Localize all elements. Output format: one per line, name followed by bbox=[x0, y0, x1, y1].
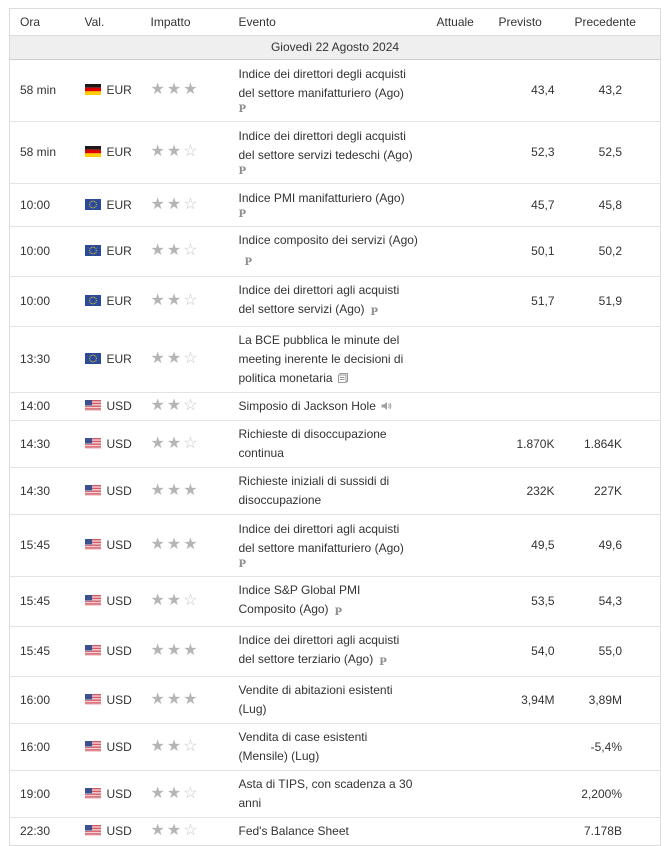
star-filled-icon: ★ bbox=[166, 195, 182, 213]
event-cell[interactable] bbox=[239, 327, 427, 393]
previous-value: 2,200% bbox=[555, 771, 661, 818]
star-filled-icon: ★ bbox=[166, 143, 182, 160]
event-name[interactable]: Vendite di abitazioni esistenti (Lug) bbox=[238, 683, 393, 716]
currency-code: USD bbox=[106, 644, 132, 658]
event-time: 14:30 bbox=[10, 468, 85, 515]
impact-stars bbox=[151, 677, 239, 724]
currency-code: EUR bbox=[106, 83, 132, 97]
forecast-value: 43,4 bbox=[489, 60, 555, 122]
previous-value: 7.178B bbox=[555, 818, 661, 846]
event-cell[interactable] bbox=[239, 277, 427, 327]
event-cell[interactable] bbox=[239, 677, 427, 724]
currency-cell bbox=[85, 421, 151, 468]
star-filled-icon: ★ bbox=[150, 81, 165, 98]
previous-value: 51,9 bbox=[555, 277, 661, 327]
impact-stars bbox=[151, 468, 239, 515]
eurozone-flag-icon bbox=[85, 199, 101, 210]
impact-stars bbox=[151, 818, 239, 846]
impact-stars bbox=[151, 771, 239, 818]
star-empty-icon: ☆ bbox=[183, 822, 198, 839]
preliminary-badge: P bbox=[334, 607, 343, 618]
currency-cell bbox=[85, 677, 151, 724]
header-actual: Attuale bbox=[427, 9, 489, 36]
previous-value bbox=[555, 393, 661, 421]
germany-flag-icon bbox=[85, 146, 101, 157]
currency-cell bbox=[85, 771, 151, 818]
event-cell[interactable] bbox=[239, 184, 427, 227]
impact-stars bbox=[151, 60, 239, 122]
currency-code: USD bbox=[106, 692, 132, 707]
forecast-value: 3,94M bbox=[489, 677, 555, 724]
star-filled-icon: ★ bbox=[183, 690, 198, 708]
event-cell[interactable] bbox=[239, 60, 427, 122]
star-filled-icon: ★ bbox=[166, 642, 182, 659]
star-filled-icon: ★ bbox=[150, 481, 165, 499]
star-filled-icon: ★ bbox=[166, 737, 182, 755]
economic-calendar-table bbox=[9, 8, 661, 846]
previous-value: 3,89M bbox=[555, 677, 661, 724]
star-empty-icon: ☆ bbox=[183, 143, 198, 160]
event-cell[interactable] bbox=[239, 818, 427, 846]
forecast-value bbox=[489, 724, 555, 771]
actual-value bbox=[427, 393, 489, 421]
currency-cell bbox=[85, 60, 151, 122]
star-filled-icon: ★ bbox=[150, 350, 165, 367]
date-label: Giovedì 22 Agosto 2024 bbox=[10, 36, 661, 60]
currency-cell bbox=[85, 724, 151, 771]
header-time: Ora bbox=[10, 9, 85, 36]
event-cell[interactable] bbox=[239, 122, 427, 184]
table-row[interactable] bbox=[10, 515, 661, 577]
currency-code: USD bbox=[106, 483, 132, 498]
previous-value: 55,0 bbox=[555, 627, 661, 677]
event-time: 16:00 bbox=[10, 724, 85, 771]
forecast-value: 1.870K bbox=[489, 421, 555, 468]
star-empty-icon: ☆ bbox=[183, 397, 198, 414]
star-filled-icon: ★ bbox=[150, 737, 165, 755]
united-states-flag-icon bbox=[85, 825, 101, 836]
header-previous: Precedente bbox=[555, 9, 661, 36]
star-empty-icon: ☆ bbox=[183, 737, 198, 755]
forecast-value bbox=[489, 771, 555, 818]
event-time: 13:30 bbox=[10, 327, 85, 393]
actual-value bbox=[427, 627, 489, 677]
table-row[interactable] bbox=[10, 393, 661, 421]
star-filled-icon: ★ bbox=[150, 690, 165, 708]
currency-cell bbox=[85, 393, 151, 421]
forecast-value: 51,7 bbox=[489, 277, 555, 327]
star-filled-icon: ★ bbox=[150, 822, 165, 839]
event-time: 15:45 bbox=[10, 627, 85, 677]
currency-code: USD bbox=[106, 436, 132, 451]
event-name[interactable]: Indice composito dei servizi (Ago) bbox=[238, 233, 418, 247]
event-name[interactable]: Indice PMI manifatturiero (Ago) bbox=[238, 190, 405, 205]
header-row bbox=[10, 9, 661, 36]
currency-code: USD bbox=[106, 786, 132, 801]
event-name[interactable]: La BCE pubblica le minute del meeting inerente le decisioni di politica monetaria bbox=[238, 333, 404, 385]
currency-cell bbox=[85, 577, 151, 627]
star-filled-icon: ★ bbox=[166, 536, 182, 553]
currency-cell bbox=[85, 468, 151, 515]
preliminary-badge: P bbox=[370, 307, 379, 318]
event-name[interactable]: Vendita di case esistenti (Mensile) (Lug) bbox=[238, 730, 368, 763]
table-row[interactable] bbox=[10, 327, 661, 393]
eurozone-flag-icon bbox=[85, 353, 101, 364]
impact-stars bbox=[151, 184, 239, 227]
currency-code: USD bbox=[106, 739, 132, 754]
table-row[interactable] bbox=[10, 184, 661, 227]
event-name[interactable]: Simposio di Jackson Hole bbox=[238, 399, 376, 413]
table-row[interactable] bbox=[10, 627, 661, 677]
table-row[interactable] bbox=[10, 771, 661, 818]
previous-value: 1.864K bbox=[555, 421, 661, 468]
event-name[interactable]: Indice dei direttori agli acquisti del settore manifatturiero (Ago) bbox=[238, 521, 404, 555]
star-empty-icon: ☆ bbox=[183, 784, 198, 802]
previous-value: 43,2 bbox=[555, 60, 661, 122]
preliminary-badge: P bbox=[238, 208, 247, 220]
table-row[interactable] bbox=[10, 818, 661, 846]
star-filled-icon: ★ bbox=[166, 481, 182, 499]
preliminary-badge: P bbox=[244, 257, 253, 268]
currency-cell bbox=[85, 122, 151, 184]
star-filled-icon: ★ bbox=[166, 784, 182, 802]
previous-value: 54,3 bbox=[555, 577, 661, 627]
actual-value bbox=[427, 227, 489, 277]
header-currency: Val. bbox=[85, 9, 151, 36]
event-name[interactable]: Richieste di disoccupazione continua bbox=[238, 427, 387, 460]
star-filled-icon: ★ bbox=[150, 434, 165, 452]
forecast-value: 45,7 bbox=[489, 184, 555, 227]
star-empty-icon: ☆ bbox=[183, 592, 198, 609]
star-filled-icon: ★ bbox=[166, 397, 182, 414]
event-time: 58 min bbox=[10, 60, 85, 122]
event-name[interactable]: Fed's Balance Sheet bbox=[238, 824, 349, 838]
event-cell[interactable] bbox=[239, 515, 427, 577]
star-filled-icon: ★ bbox=[183, 536, 198, 553]
header-event: Evento bbox=[239, 9, 427, 36]
impact-stars bbox=[151, 515, 239, 577]
event-name[interactable]: Indice dei direttori agli acquisti del settore servizi (Ago) bbox=[238, 283, 400, 316]
event-time: 15:45 bbox=[10, 515, 85, 577]
event-time: 14:30 bbox=[10, 421, 85, 468]
forecast-value: 53,5 bbox=[489, 577, 555, 627]
star-empty-icon: ☆ bbox=[183, 350, 198, 367]
event-time: 10:00 bbox=[10, 227, 85, 277]
actual-value bbox=[427, 771, 489, 818]
event-cell[interactable] bbox=[239, 724, 427, 771]
star-filled-icon: ★ bbox=[150, 592, 165, 609]
united-states-flag-icon bbox=[85, 438, 101, 449]
preliminary-badge: P bbox=[238, 558, 247, 570]
star-filled-icon: ★ bbox=[150, 397, 165, 414]
event-time: 10:00 bbox=[10, 277, 85, 327]
header-impact: Impatto bbox=[151, 9, 239, 36]
forecast-value: 232K bbox=[489, 468, 555, 515]
actual-value bbox=[427, 818, 489, 846]
table-row[interactable] bbox=[10, 577, 661, 627]
star-empty-icon: ☆ bbox=[183, 242, 198, 259]
actual-value bbox=[427, 468, 489, 515]
united-states-flag-icon bbox=[85, 694, 101, 705]
currency-code: EUR bbox=[106, 244, 132, 258]
actual-value bbox=[427, 122, 489, 184]
table-row[interactable] bbox=[10, 421, 661, 468]
event-cell[interactable] bbox=[239, 393, 427, 421]
previous-value: 50,2 bbox=[555, 227, 661, 277]
document-icon[interactable] bbox=[338, 370, 348, 380]
currency-code: EUR bbox=[106, 294, 132, 308]
event-time: 16:00 bbox=[10, 677, 85, 724]
star-filled-icon: ★ bbox=[183, 481, 198, 499]
impact-stars bbox=[151, 627, 239, 677]
forecast-value: 54,0 bbox=[489, 627, 555, 677]
event-cell[interactable] bbox=[239, 577, 427, 627]
previous-value: 49,6 bbox=[555, 515, 661, 577]
united-states-flag-icon bbox=[85, 645, 101, 656]
united-states-flag-icon bbox=[85, 400, 101, 411]
event-time: 58 min bbox=[10, 122, 85, 184]
table-row[interactable] bbox=[10, 227, 661, 277]
currency-code: EUR bbox=[106, 197, 132, 212]
star-filled-icon: ★ bbox=[166, 350, 182, 367]
eurozone-flag-icon bbox=[85, 245, 101, 256]
star-filled-icon: ★ bbox=[150, 195, 165, 213]
star-empty-icon: ☆ bbox=[183, 434, 198, 452]
event-time: 15:45 bbox=[10, 577, 85, 627]
event-cell[interactable] bbox=[239, 227, 427, 277]
event-time: 14:00 bbox=[10, 393, 85, 421]
event-name[interactable]: Indice dei direttori degli acquisti del settore servizi tedeschi (Ago) bbox=[238, 128, 413, 162]
event-cell[interactable] bbox=[239, 627, 427, 677]
event-name[interactable]: Asta di TIPS, con scadenza a 30 anni bbox=[238, 777, 413, 810]
actual-value bbox=[427, 277, 489, 327]
impact-stars bbox=[151, 327, 239, 393]
currency-code: USD bbox=[106, 824, 132, 838]
star-filled-icon: ★ bbox=[166, 592, 182, 609]
actual-value bbox=[427, 327, 489, 393]
star-filled-icon: ★ bbox=[166, 690, 182, 708]
united-states-flag-icon bbox=[85, 485, 101, 496]
star-filled-icon: ★ bbox=[166, 81, 182, 98]
actual-value bbox=[427, 724, 489, 771]
currency-code: USD bbox=[106, 399, 132, 413]
currency-cell bbox=[85, 818, 151, 846]
speaker-icon[interactable] bbox=[381, 398, 392, 408]
event-time: 22:30 bbox=[10, 818, 85, 846]
germany-flag-icon bbox=[85, 84, 101, 95]
date-row bbox=[10, 36, 661, 60]
table-row[interactable] bbox=[10, 468, 661, 515]
previous-value: 52,5 bbox=[555, 122, 661, 184]
event-name[interactable]: Indice dei direttori degli acquisti del settore manifatturiero (Ago) bbox=[238, 66, 406, 100]
currency-code: USD bbox=[106, 538, 132, 552]
star-filled-icon: ★ bbox=[150, 242, 165, 259]
event-cell[interactable] bbox=[239, 421, 427, 468]
event-cell[interactable] bbox=[239, 771, 427, 818]
united-states-flag-icon bbox=[85, 595, 101, 606]
star-filled-icon: ★ bbox=[150, 292, 165, 309]
currency-code: EUR bbox=[106, 145, 132, 159]
currency-cell bbox=[85, 277, 151, 327]
impact-stars bbox=[151, 393, 239, 421]
preliminary-badge: P bbox=[238, 103, 247, 115]
star-filled-icon: ★ bbox=[150, 143, 165, 160]
actual-value bbox=[427, 677, 489, 724]
previous-value: 45,8 bbox=[555, 184, 661, 227]
preliminary-badge: P bbox=[238, 165, 247, 177]
table-row[interactable] bbox=[10, 60, 661, 122]
previous-value: -5,4% bbox=[555, 724, 661, 771]
star-filled-icon: ★ bbox=[150, 536, 165, 553]
star-filled-icon: ★ bbox=[166, 434, 182, 452]
previous-value bbox=[555, 327, 661, 393]
event-name[interactable]: Indice S&P Global PMI Composito (Ago) bbox=[238, 583, 361, 616]
impact-stars bbox=[151, 724, 239, 771]
actual-value bbox=[427, 577, 489, 627]
currency-cell bbox=[85, 327, 151, 393]
star-empty-icon: ☆ bbox=[183, 292, 198, 309]
table-row[interactable] bbox=[10, 277, 661, 327]
table-row[interactable] bbox=[10, 724, 661, 771]
actual-value bbox=[427, 184, 489, 227]
currency-cell bbox=[85, 515, 151, 577]
event-name[interactable]: Indice dei direttori agli acquisti del settore terziario (Ago) bbox=[238, 633, 400, 666]
currency-cell bbox=[85, 627, 151, 677]
previous-value: 227K bbox=[555, 468, 661, 515]
forecast-value bbox=[489, 393, 555, 421]
star-filled-icon: ★ bbox=[183, 81, 198, 98]
preliminary-badge: P bbox=[379, 657, 387, 668]
impact-stars bbox=[151, 421, 239, 468]
forecast-value: 49,5 bbox=[489, 515, 555, 577]
event-time: 10:00 bbox=[10, 184, 85, 227]
event-cell[interactable] bbox=[239, 468, 427, 515]
header-forecast: Previsto bbox=[489, 9, 555, 36]
star-filled-icon: ★ bbox=[150, 784, 165, 802]
eurozone-flag-icon bbox=[85, 295, 101, 306]
impact-stars bbox=[151, 577, 239, 627]
currency-cell bbox=[85, 227, 151, 277]
star-empty-icon: ☆ bbox=[183, 195, 198, 213]
impact-stars bbox=[151, 227, 239, 277]
forecast-value bbox=[489, 327, 555, 393]
united-states-flag-icon bbox=[85, 741, 101, 752]
currency-code: EUR bbox=[106, 352, 132, 366]
impact-stars bbox=[151, 277, 239, 327]
forecast-value: 50,1 bbox=[489, 227, 555, 277]
table-row[interactable] bbox=[10, 677, 661, 724]
star-filled-icon: ★ bbox=[166, 822, 182, 839]
actual-value bbox=[427, 421, 489, 468]
currency-cell bbox=[85, 184, 151, 227]
actual-value bbox=[427, 60, 489, 122]
forecast-value: 52,3 bbox=[489, 122, 555, 184]
event-time: 19:00 bbox=[10, 771, 85, 818]
actual-value bbox=[427, 515, 489, 577]
star-filled-icon: ★ bbox=[166, 242, 182, 259]
star-filled-icon: ★ bbox=[166, 292, 182, 309]
event-name[interactable]: Richieste iniziali di sussidi di disoccupazione bbox=[238, 474, 390, 507]
united-states-flag-icon bbox=[85, 539, 101, 550]
star-filled-icon: ★ bbox=[183, 642, 198, 659]
forecast-value bbox=[489, 818, 555, 846]
impact-stars bbox=[151, 122, 239, 184]
table-row[interactable] bbox=[10, 122, 661, 184]
currency-code: USD bbox=[106, 594, 132, 608]
star-filled-icon: ★ bbox=[150, 642, 165, 659]
